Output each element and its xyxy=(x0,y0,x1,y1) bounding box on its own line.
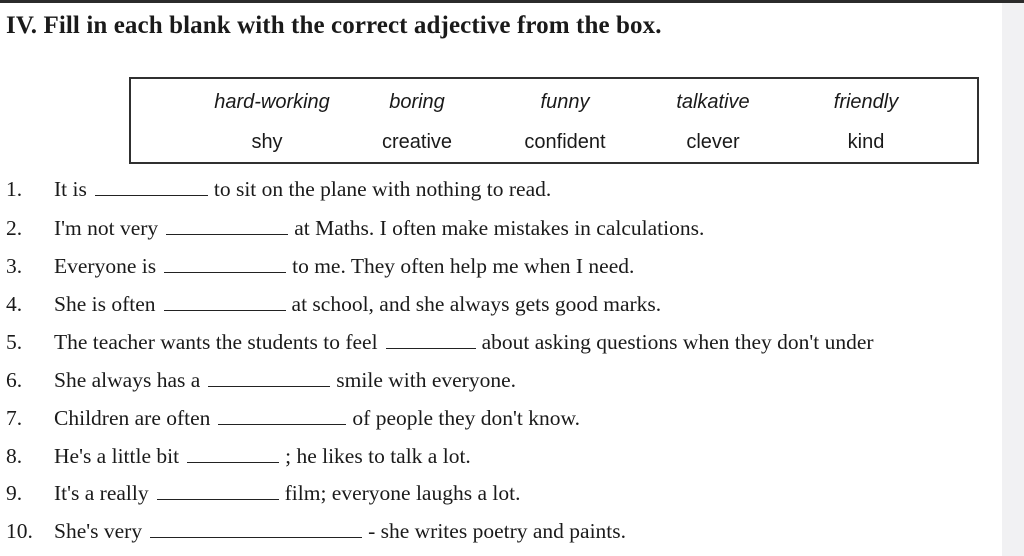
item-number: 1. xyxy=(6,177,23,201)
item-text-after: to sit on the plane with nothing to read. xyxy=(213,177,552,201)
answer-blank[interactable] xyxy=(95,194,208,196)
exercise-item-5 xyxy=(0,326,1002,360)
answer-blank[interactable] xyxy=(150,536,362,538)
answer-blank[interactable] xyxy=(187,461,279,463)
item-number: 6. xyxy=(6,368,23,392)
item-text-after: at school, and she always gets good marks. xyxy=(291,292,662,316)
word-box-word: creative xyxy=(381,131,453,153)
item-text-before: The teacher wants the students to feel xyxy=(54,330,378,354)
exercise-item-6 xyxy=(0,364,1002,398)
item-text-before: He's a little bit xyxy=(54,444,180,468)
item-number: 4. xyxy=(6,292,23,316)
exercise-item-7 xyxy=(0,402,1002,436)
item-text-after: - she writes poetry and paints. xyxy=(368,519,627,543)
item-number: 10. xyxy=(6,519,33,543)
word-box-word: shy xyxy=(251,131,283,153)
answer-blank[interactable] xyxy=(157,498,279,500)
exercise-item-10 xyxy=(0,515,1002,549)
item-text-after: to me. They often help me when I need. xyxy=(292,254,635,278)
item-text-before: It's a really xyxy=(54,481,149,505)
item-text-after: smile with everyone. xyxy=(336,368,516,392)
exercise-item-4 xyxy=(0,288,1002,322)
word-box-word: kind xyxy=(847,131,885,153)
answer-blank[interactable] xyxy=(386,347,476,349)
answer-blank[interactable] xyxy=(208,385,330,387)
answer-blank[interactable] xyxy=(164,271,286,273)
exercise-title: IV. Fill in each blank with the correct adjective from the box. xyxy=(6,12,662,39)
word-box-word: hard-working xyxy=(214,91,330,113)
item-number: 5. xyxy=(6,330,23,354)
item-text-before: She is often xyxy=(54,292,156,316)
word-box-word: confident xyxy=(524,131,606,153)
word-box-word: clever xyxy=(686,131,740,153)
item-text-before: She always has a xyxy=(54,368,201,392)
right-margin-strip xyxy=(1002,3,1024,556)
item-number: 3. xyxy=(6,254,23,278)
item-number: 7. xyxy=(6,406,23,430)
item-text-after: film; everyone laughs a lot. xyxy=(284,481,521,505)
word-box-word: boring xyxy=(389,91,445,113)
exercise-item-1 xyxy=(0,173,1002,207)
item-number: 2. xyxy=(6,216,23,240)
exercise-item-8 xyxy=(0,440,1002,474)
item-number: 8. xyxy=(6,444,23,468)
item-text-before: Everyone is xyxy=(54,254,157,278)
word-box-word: talkative xyxy=(676,91,750,113)
word-box-word: funny xyxy=(540,91,590,113)
item-number: 9. xyxy=(6,481,23,505)
word-box-word: friendly xyxy=(833,91,899,113)
top-border xyxy=(0,0,1024,3)
word-box xyxy=(129,77,979,164)
exercise-item-2 xyxy=(0,212,1002,246)
item-text-after: at Maths. I often make mistakes in calculations. xyxy=(294,216,705,240)
exercise-item-3 xyxy=(0,250,1002,284)
item-text-before: It is xyxy=(54,177,87,201)
exercise-item-9 xyxy=(0,477,1002,511)
item-text-after: about asking questions when they don't under xyxy=(481,330,874,354)
answer-blank[interactable] xyxy=(164,309,286,311)
answer-blank[interactable] xyxy=(166,233,288,235)
item-text-after: ; he likes to talk a lot. xyxy=(285,444,471,468)
item-text-before: Children are often xyxy=(54,406,211,430)
item-text-before: She's very xyxy=(54,519,143,543)
answer-blank[interactable] xyxy=(218,423,346,425)
item-text-after: of people they don't know. xyxy=(352,406,581,430)
item-text-before: I'm not very xyxy=(54,216,159,240)
